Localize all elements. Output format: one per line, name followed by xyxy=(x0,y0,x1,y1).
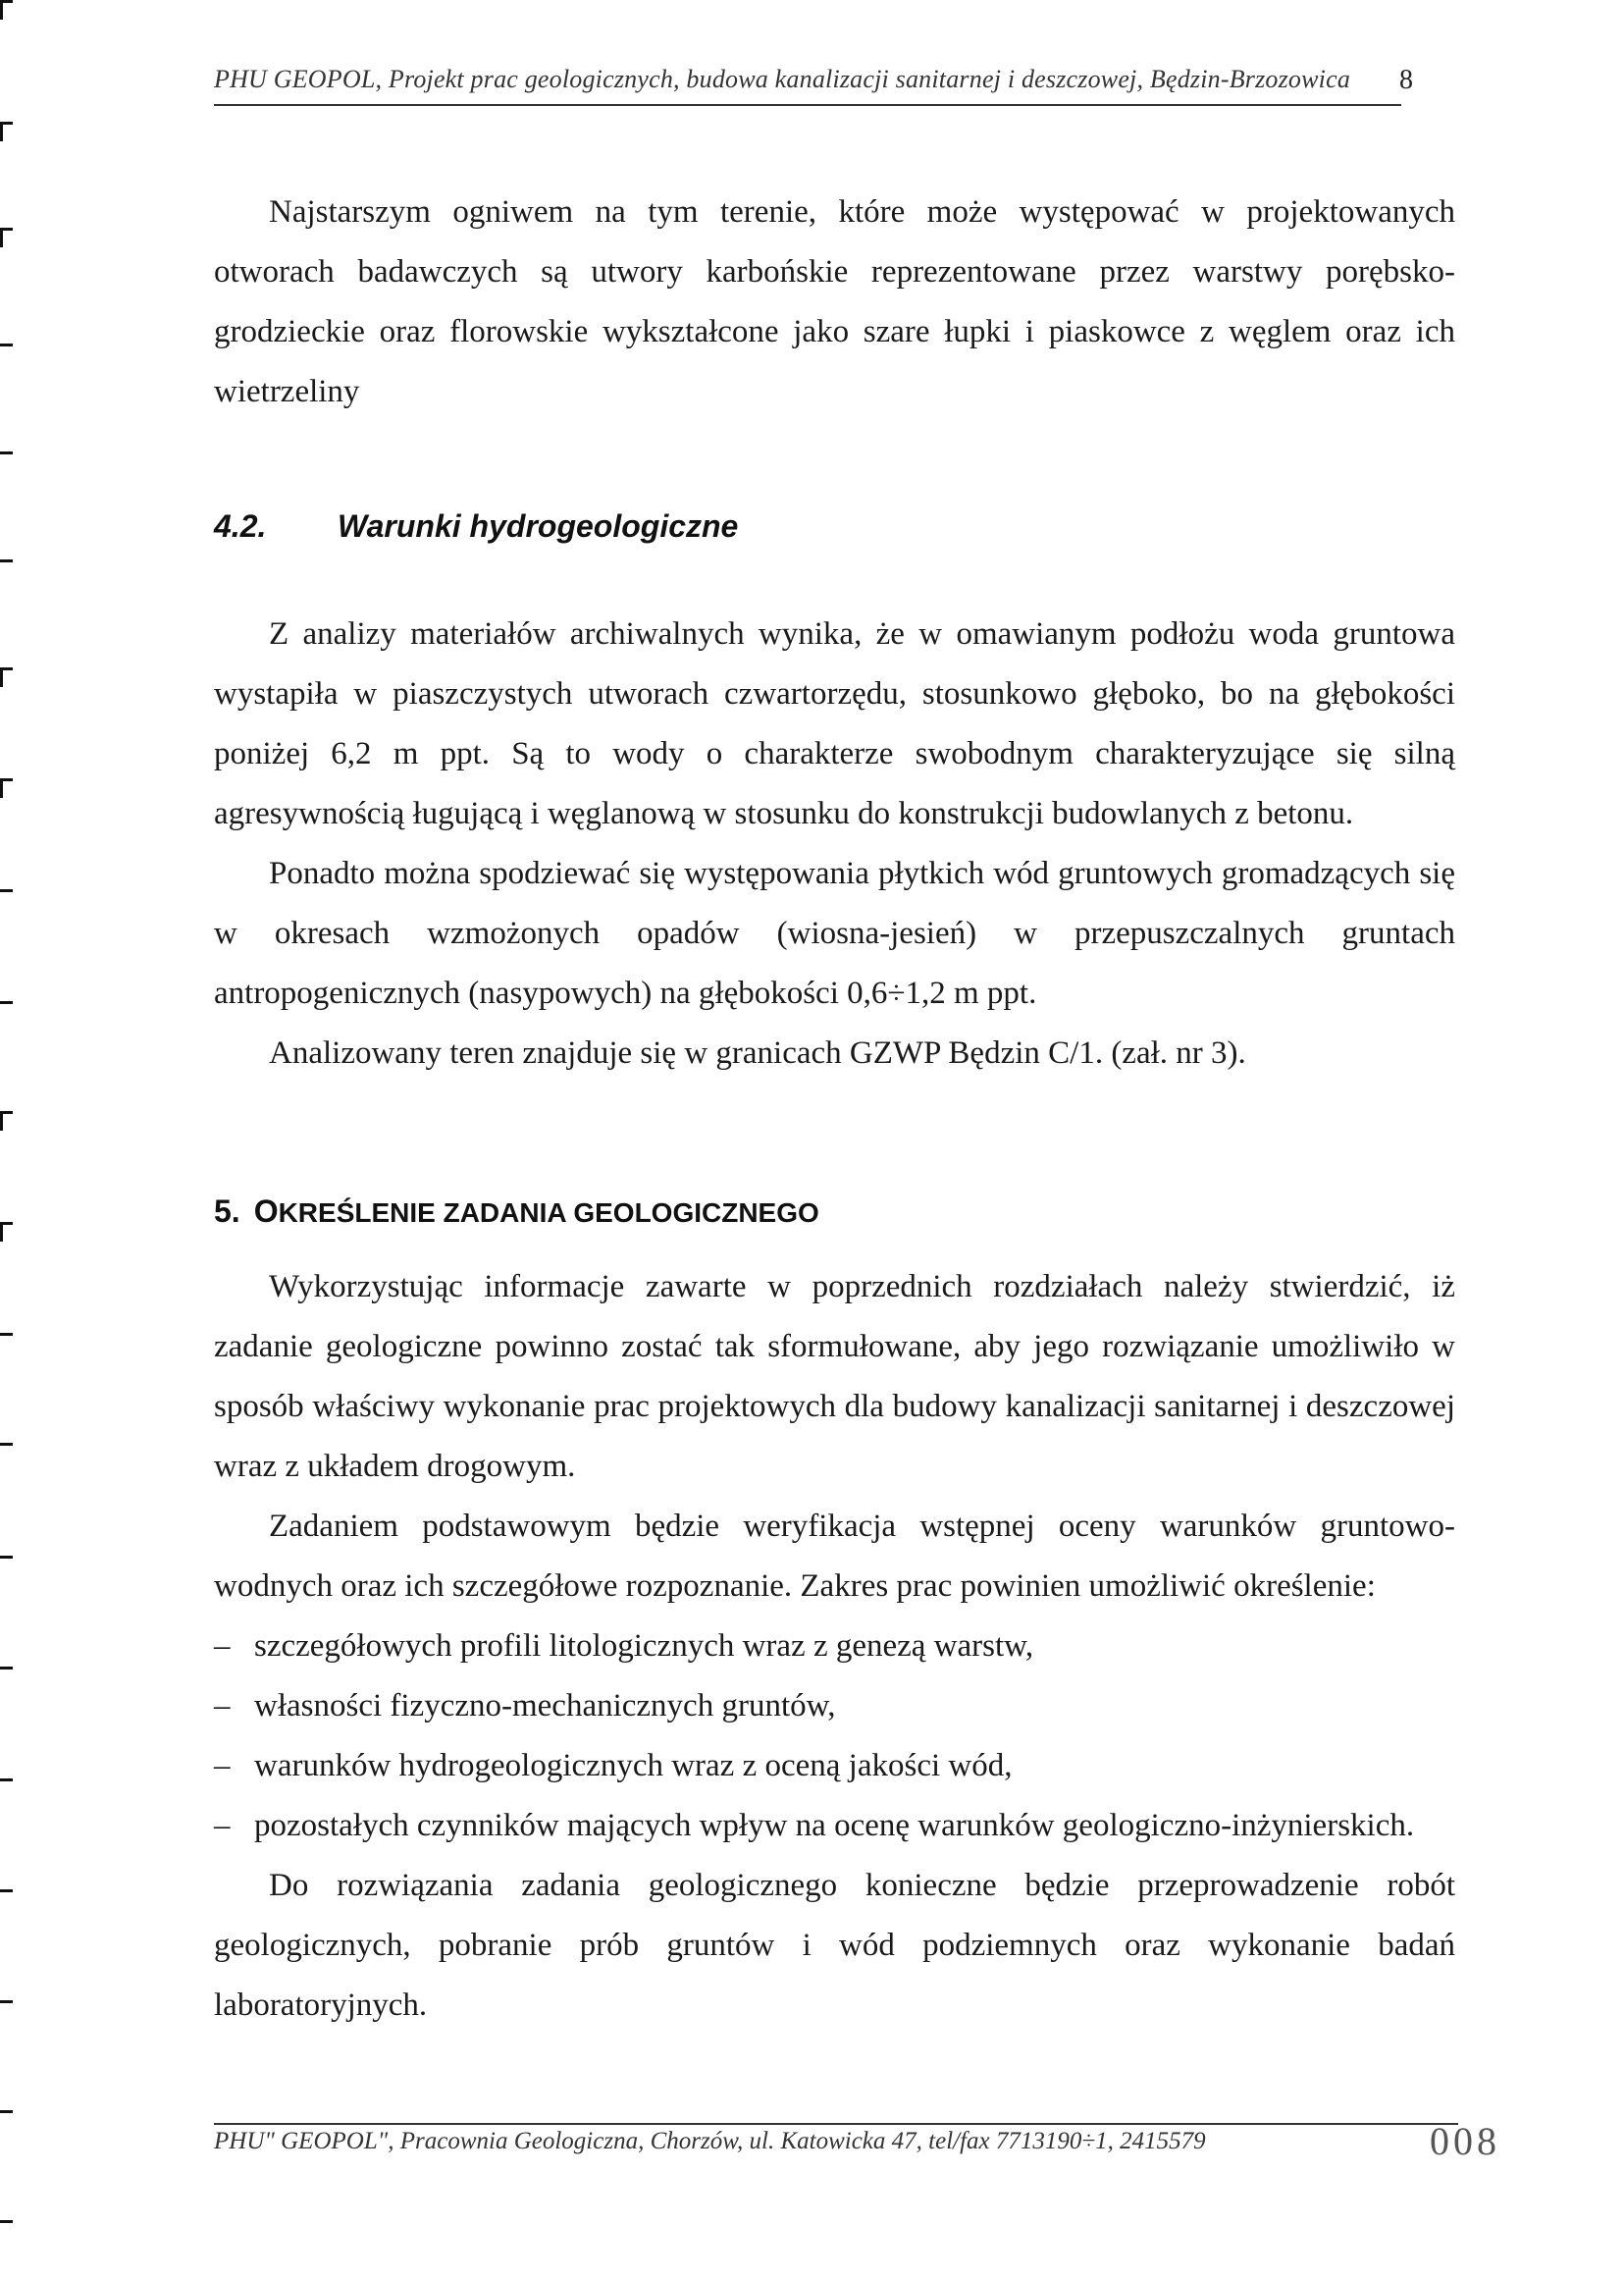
binder-mark xyxy=(0,1889,13,1892)
list-dash: – xyxy=(214,1688,231,1723)
binder-mark xyxy=(0,2000,13,2003)
page-number: 8 xyxy=(1399,65,1413,95)
binder-mark xyxy=(0,2110,13,2113)
list-item xyxy=(214,1796,1455,1856)
section-4-2-heading xyxy=(214,508,738,545)
list-item-text: pozostałych czynników mających wpływ na ocenę warunków geologiczno-inżynierskich. xyxy=(254,1808,1415,1843)
list-item xyxy=(214,1676,1455,1736)
binder-mark xyxy=(0,122,13,125)
section-5-heading xyxy=(214,1193,819,1230)
list-dash: – xyxy=(214,1748,231,1783)
binder-mark xyxy=(0,1222,13,1225)
paragraph: Wykorzystując informacje zawarte w poprzednich rozdziałach należy stwierdzić, iż zadanie geologiczne powinno zostać tak sformułowane, aby jego rozwiązanie umożliwiło w sposób właściwy wykonanie prac projektowych dla budowy kanalizacji sanitarnej i deszczowej wraz z układem drogowym. xyxy=(214,1269,1455,1484)
list-dash: – xyxy=(214,1808,231,1843)
scope-list xyxy=(214,1616,1455,1856)
header-text: PHU GEOPOL, Projekt prac geologicznych, budowa kanalizacji sanitarnej i deszczowej, Będzin-Brzozowica xyxy=(214,65,1351,93)
paragraph: Ponadto można spodziewać się występowania płytkich wód gruntowych gromadzących się w okresach wzmożonych opadów (wiosna-jesień) w przepuszczalnych gruntach antropogenicznych (nasypowych) na głębokości 0,6÷1,2 m ppt. xyxy=(214,856,1455,1011)
binder-mark xyxy=(0,1111,13,1114)
binder-mark xyxy=(0,667,13,670)
binder-mark xyxy=(0,1001,13,1004)
binder-mark xyxy=(0,1443,13,1446)
section-title-rest: KREŚLENIE ZADANIA GEOLOGICZNEGO xyxy=(278,1197,819,1228)
footer-rule xyxy=(214,2123,1458,2125)
section-title: Warunki hydrogeologiczne xyxy=(338,508,739,544)
running-header xyxy=(214,61,1413,104)
binder-mark xyxy=(0,344,13,346)
list-item-text: własności fizyczno-mechanicznych gruntów, xyxy=(254,1688,836,1723)
binder-mark xyxy=(0,1556,13,1559)
list-item xyxy=(214,1736,1455,1796)
section-number: 5. xyxy=(214,1193,240,1229)
section-number: 4.2. xyxy=(214,508,267,544)
binder-mark xyxy=(0,1333,13,1336)
header-rule xyxy=(214,104,1401,106)
list-item-text: szczegółowych profili litologicznych wraz z genezą warstw, xyxy=(254,1628,1034,1664)
intro-section xyxy=(214,183,1455,422)
binder-mark xyxy=(0,228,13,231)
binder-hole-marks xyxy=(0,0,39,2279)
binder-mark xyxy=(0,0,13,3)
page-stamp: 008 xyxy=(1430,2119,1500,2163)
list-item-text: warunków hydrogeologicznych wraz z oceną jakości wód, xyxy=(254,1748,1013,1783)
binder-mark xyxy=(0,2220,13,2223)
paragraph: Z analizy materiałów archiwalnych wynika, że w omawianym podłożu woda gruntowa wystapiła w piaszczystych utworach czwartorzędu, stosunkowo głęboko, bo na głębokości poniżej 6,2 m ppt. Są to wody o charakterze swobodnym charakteryzujące się silną agresywnością ługującą i węglanową w stosunku do konstrukcji budowlanych z betonu. xyxy=(214,616,1455,831)
section-4-2-body xyxy=(214,605,1455,1084)
paragraph: Do rozwiązania zadania geologicznego konieczne będzie przeprowadzenie robót geologicznych, pobranie prób gruntów i wód podziemnych oraz wykonanie badań laboratoryjnych. xyxy=(214,1868,1455,2023)
list-dash: – xyxy=(214,1628,231,1664)
list-item xyxy=(214,1616,1455,1676)
binder-mark xyxy=(0,1778,13,1781)
paragraph: Zadaniem podstawowym będzie weryfikacja wstępnej oceny warunków gruntowo-wodnych oraz ich szczegółowe rozpoznanie. Zakres prac powinien umożliwić określenie: xyxy=(214,1509,1455,1604)
binder-mark xyxy=(0,778,13,781)
binder-mark xyxy=(0,559,13,562)
section-5-body xyxy=(214,1257,1455,2036)
binder-mark xyxy=(0,451,13,454)
footer-text: PHU" GEOPOL", Pracownia Geologiczna, Chorzów, ul. Katowicka 47, tel/fax 7713190÷1, 2415579 xyxy=(214,2128,1206,2154)
paragraph: Analizowany teren znajduje się w granicach GZWP Będzin C/1. (zał. nr 3). xyxy=(269,1035,1246,1071)
section-title-initial: O xyxy=(253,1193,279,1229)
binder-mark xyxy=(0,1667,13,1670)
intro-paragraph: Najstarszym ogniwem na tym terenie, które może występować w projektowanych otworach badawczych są utwory karbońskie reprezentowane przez warstwy porębsko-grodzieckie oraz florowskie wykształcone jako szare łupki i piaskowce z węglem oraz ich wietrzeliny xyxy=(214,194,1455,409)
binder-mark xyxy=(0,889,13,892)
